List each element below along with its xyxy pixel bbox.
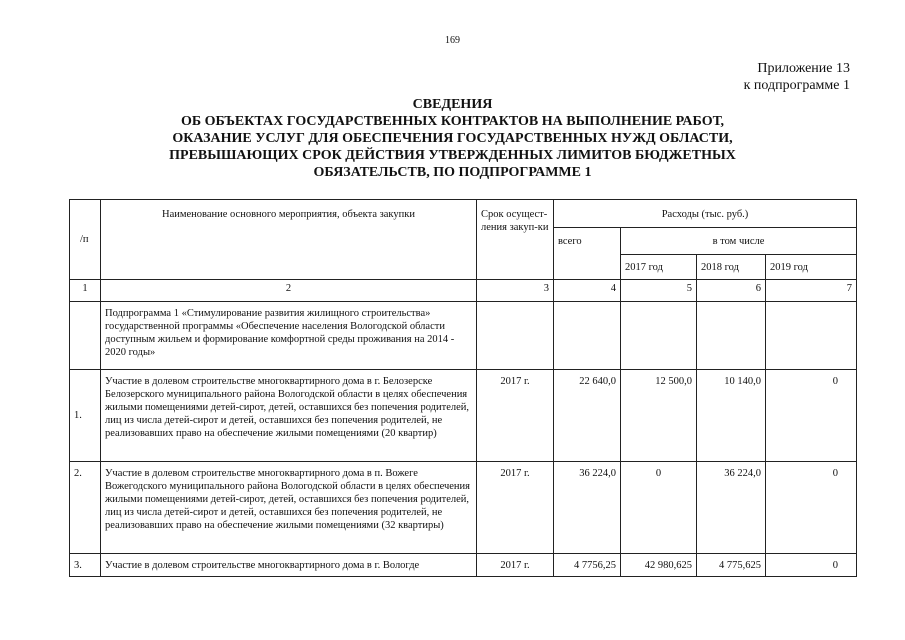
header-total: всего [554, 228, 621, 280]
header-expenses: Расходы (тыс. руб.) [554, 200, 857, 228]
row-num: 2. [70, 462, 101, 554]
subprogram-total [554, 302, 621, 370]
annex-label [744, 60, 850, 94]
row-num: 3. [70, 554, 101, 577]
row-2019: 0 [766, 462, 857, 554]
row-term: 2017 г. [477, 554, 554, 577]
document-title [0, 96, 905, 181]
row-2017: 12 500,0 [621, 370, 697, 462]
row-name: Участие в долевом строительстве многоквартирного дома в г. Вологде [101, 554, 477, 577]
col-num-1: 1 [70, 280, 101, 302]
row-term: 2017 г. [477, 370, 554, 462]
title-line-4: ПРЕВЫШАЮЩИХ СРОК ДЕЙСТВИЯ УТВЕРЖДЕННЫХ ЛИМИТОВ БЮДЖЕТНЫХ [169, 148, 736, 163]
subprogram-2018 [697, 302, 766, 370]
header-term: Срок осущест-ления закуп-ки [477, 200, 554, 280]
row-2019: 0 [766, 554, 857, 577]
col-num-7: 7 [766, 280, 857, 302]
row-2019: 0 [766, 370, 857, 462]
table-row [70, 370, 857, 462]
row-2017: 0 [621, 462, 697, 554]
header-name: Наименование основного мероприятия, объекта закупки [101, 200, 477, 280]
title-line-1: СВЕДЕНИЯ [412, 97, 493, 112]
row-2018: 36 224,0 [697, 462, 766, 554]
header-row-1 [70, 200, 857, 228]
row-name: Участие в долевом строительстве многоквартирного дома в п. Вожеге Вожегодского муниципального района Вологодской области в целях обеспечения жилыми помещениями детей-сирот, детей, оставшихся без попечения родителей, лиц из числа детей-сирот и детей, оставшихся без попечения родителей, не реализовавших право на обеспечение жилыми помещениями (32 квартиры) [101, 462, 477, 554]
row-total: 22 640,0 [554, 370, 621, 462]
header-2018: 2018 год [697, 255, 766, 280]
row-total: 36 224,0 [554, 462, 621, 554]
title-line-5: ОБЯЗАТЕЛЬСТВ, ПО ПОДПРОГРАММЕ 1 [313, 165, 592, 180]
col-num-2: 2 [101, 280, 477, 302]
row-name: Участие в долевом строительстве многоквартирного дома в г. Белозерске Белозерского муниципального района Вологодской области в целях обеспечения жилыми помещениями детей-сирот, детей, оставшихся без попечения родителей, лиц из числа детей-сирот и детей, оставшихся без попечения родителей, не реализовавших право на обеспечение жилыми помещениями (20 квартир) [101, 370, 477, 462]
column-number-row [70, 280, 857, 302]
col-num-5: 5 [621, 280, 697, 302]
col-num-6: 6 [697, 280, 766, 302]
page-number: 169 [445, 35, 460, 46]
header-2019: 2019 год [766, 255, 857, 280]
header-including: в том числе [621, 228, 857, 255]
header-2017: 2017 год [621, 255, 697, 280]
subprogram-row [70, 302, 857, 370]
table-row [70, 462, 857, 554]
title-line-2: ОБ ОБЪЕКТАХ ГОСУДАРСТВЕННЫХ КОНТРАКТОВ НА ВЫПОЛНЕНИЕ РАБОТ, [180, 114, 725, 129]
subprogram-2019 [766, 302, 857, 370]
row-2018: 4 775,625 [697, 554, 766, 577]
row-2017: 42 980,625 [621, 554, 697, 577]
annex-line-1: Приложение 13 [757, 61, 850, 76]
row-total: 4 7756,25 [554, 554, 621, 577]
table-row [70, 554, 857, 577]
contracts-table [69, 199, 857, 577]
title-line-3: ОКАЗАНИЕ УСЛУГ ДЛЯ ОБЕСПЕЧЕНИЯ ГОСУДАРСТВЕННЫХ НУЖД ОБЛАСТИ, [172, 131, 733, 146]
row-term: 2017 г. [477, 462, 554, 554]
subprogram-term [477, 302, 554, 370]
row-2018: 10 140,0 [697, 370, 766, 462]
subprogram-num [70, 302, 101, 370]
annex-line-2: к подпрограмме 1 [743, 78, 850, 93]
col-num-3: 3 [477, 280, 554, 302]
col-num-4: 4 [554, 280, 621, 302]
subprogram-2017 [621, 302, 697, 370]
subprogram-text: Подпрограмма 1 «Стимулирование развития жилищного строительства» государственной программы «Обеспечение населения Вологодской области доступным жильем и формирование комфортной среды проживания на 2014 - 2020 годы» [101, 302, 477, 370]
header-num: /п [70, 200, 101, 280]
row-num: 1. [70, 370, 101, 462]
